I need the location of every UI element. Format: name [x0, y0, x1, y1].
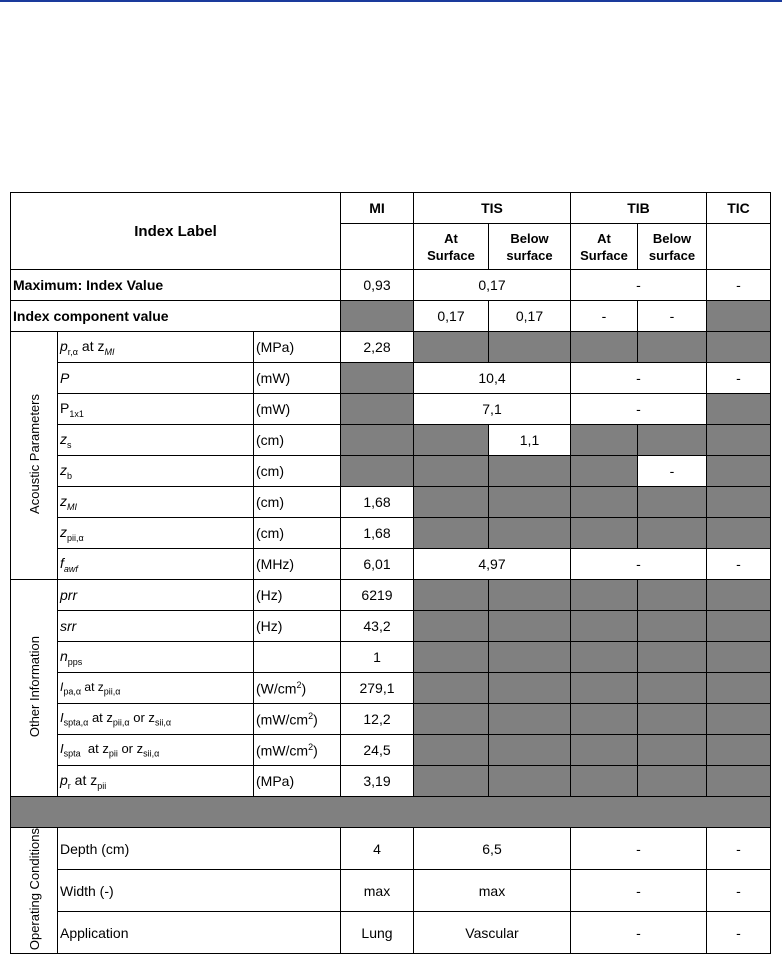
- tib-header: TIB: [571, 193, 707, 224]
- max-index-mi: 0,93: [341, 270, 414, 301]
- param-pr-zpii-mi: 3,19: [341, 766, 414, 797]
- max-index-label: Maximum: Index Value: [11, 270, 341, 301]
- width-mi: max: [341, 870, 414, 912]
- application-tic: -: [707, 912, 771, 954]
- index-label-header: Index Label: [11, 193, 341, 270]
- operating-conditions-section: Operating Conditions: [11, 828, 58, 954]
- depth-tib: -: [571, 828, 707, 870]
- param-fawf-mi: 6,01: [341, 549, 414, 580]
- param-srr-mi: 43,2: [341, 611, 414, 642]
- param-zmi-label: $z_{MI}$: [58, 487, 254, 518]
- tib-below-surface-header: Below surface: [638, 224, 707, 270]
- component-tib-at: -: [571, 301, 638, 332]
- param-ipa-mi: 279,1: [341, 673, 414, 704]
- mi-subheader-empty: [341, 224, 414, 270]
- max-index-tic: -: [707, 270, 771, 301]
- param-ispta-unit: $(mW/cm^2)$: [254, 735, 341, 766]
- param-zb-unit: (cm): [254, 456, 341, 487]
- width-tis: max: [414, 870, 571, 912]
- param-p-tic: -: [707, 363, 771, 394]
- application-tis: Vascular: [414, 912, 571, 954]
- param-pr-label: $p_{r,\alpha}$ at $z_{MI}$: [58, 332, 254, 363]
- param-zpii-mi: 1,68: [341, 518, 414, 549]
- param-zs-label: $z_s$: [58, 425, 254, 456]
- acoustic-output-table: [10, 192, 771, 954]
- application-label: Application: [58, 912, 341, 954]
- param-zmi-mi: 1,68: [341, 487, 414, 518]
- param-ipa-label: $I_{pa,\alpha}$ at $z_{pii,\alpha}$: [58, 673, 254, 704]
- separator-row: [11, 797, 771, 828]
- param-ispta-alpha-mi: 12,2: [341, 704, 414, 735]
- max-index-tis: 0,17: [414, 270, 571, 301]
- param-fawf-tis: 4,97: [414, 549, 571, 580]
- component-tis-at: 0,17: [414, 301, 489, 332]
- param-pr-zpii-label: $p_r$ at $z_{pii}$: [58, 766, 254, 797]
- param-pr-unit: (MPa): [254, 332, 341, 363]
- param-srr-unit: (Hz): [254, 611, 341, 642]
- tis-at-surface-header: At Surface: [414, 224, 489, 270]
- param-p1x1-label: $P_{1x1}$: [58, 394, 254, 425]
- tib-at-surface-header: At Surface: [571, 224, 638, 270]
- width-tic: -: [707, 870, 771, 912]
- param-pr-mi: 2,28: [341, 332, 414, 363]
- param-zpii-unit: (cm): [254, 518, 341, 549]
- tic-header: TIC: [707, 193, 771, 224]
- param-ispta-label: $I_{spta}$ at $z_{pii}$ or $z_{sii,\alpha}$: [58, 735, 254, 766]
- param-pr-zpii-unit: (MPa): [254, 766, 341, 797]
- param-ispta-mi: 24,5: [341, 735, 414, 766]
- param-fawf-label: $f_{awf}$: [58, 549, 254, 580]
- param-npps-mi: 1: [341, 642, 414, 673]
- depth-tic: -: [707, 828, 771, 870]
- gray-cell: [707, 301, 771, 332]
- param-ispta-alpha-label: $I_{spta,\alpha}$ at $z_{pii,\alpha}$ or $z_{sii,\alpha}$: [58, 704, 254, 735]
- param-p-tib: -: [571, 363, 707, 394]
- mi-header: MI: [341, 193, 414, 224]
- tis-below-surface-header: Below surface: [489, 224, 571, 270]
- param-srr-label: srr: [58, 611, 254, 642]
- width-tib: -: [571, 870, 707, 912]
- param-prr-label: prr: [58, 580, 254, 611]
- param-fawf-tib: -: [571, 549, 707, 580]
- depth-tis: 6,5: [414, 828, 571, 870]
- other-information-section: Other Information: [11, 580, 58, 797]
- component-label: Index component value: [11, 301, 341, 332]
- component-tib-below: -: [638, 301, 707, 332]
- gray-cell: [341, 301, 414, 332]
- width-label: Width (-): [58, 870, 341, 912]
- param-fawf-tic: -: [707, 549, 771, 580]
- param-fawf-unit: (MHz): [254, 549, 341, 580]
- param-p-tis: 10,4: [414, 363, 571, 394]
- param-zs-unit: (cm): [254, 425, 341, 456]
- component-tis-below: 0,17: [489, 301, 571, 332]
- depth-mi: 4: [341, 828, 414, 870]
- param-p1x1-tis: 7,1: [414, 394, 571, 425]
- top-rule: [0, 0, 782, 2]
- param-npps-label: $n_{pps}$: [58, 642, 254, 673]
- max-index-tib: -: [571, 270, 707, 301]
- depth-label: Depth (cm): [58, 828, 341, 870]
- param-p1x1-tib: -: [571, 394, 707, 425]
- param-zb-label: $z_b$: [58, 456, 254, 487]
- param-zpii-label: $z_{pii,\alpha}$: [58, 518, 254, 549]
- param-prr-mi: 6219: [341, 580, 414, 611]
- acoustic-parameters-section: Acoustic Parameters: [11, 332, 58, 580]
- param-p-unit: (mW): [254, 363, 341, 394]
- param-zs-tis-below: 1,1: [489, 425, 571, 456]
- application-tib: -: [571, 912, 707, 954]
- param-zmi-unit: (cm): [254, 487, 341, 518]
- param-p-label: P: [58, 363, 254, 394]
- tis-header: TIS: [414, 193, 571, 224]
- param-zb-tib-below: -: [638, 456, 707, 487]
- application-mi: Lung: [341, 912, 414, 954]
- param-ipa-unit: $(W/cm^2)$: [254, 673, 341, 704]
- param-p1x1-unit: (mW): [254, 394, 341, 425]
- param-ispta-alpha-unit: $(mW/cm^2)$: [254, 704, 341, 735]
- param-prr-unit: (Hz): [254, 580, 341, 611]
- tic-subheader-empty: [707, 224, 771, 270]
